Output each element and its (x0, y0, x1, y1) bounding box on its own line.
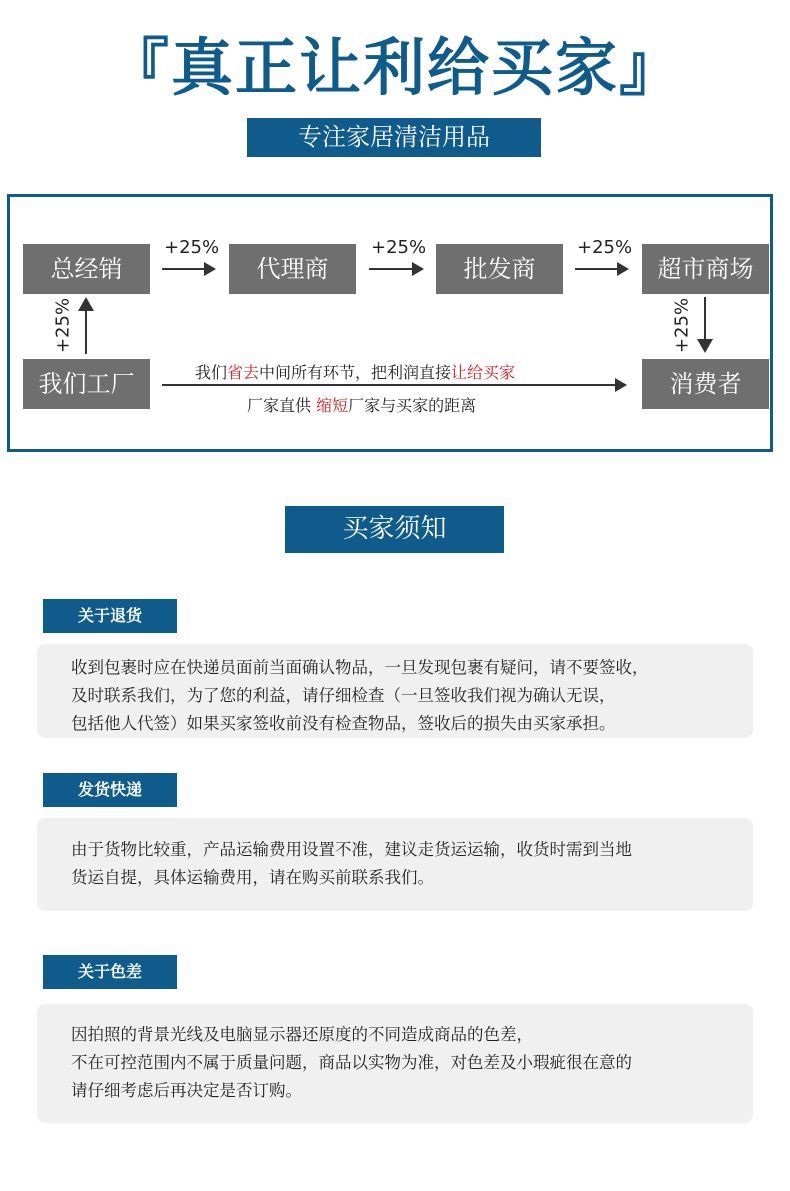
section-box-shipping (37, 818, 753, 911)
markup-label-1: +25% (164, 237, 220, 258)
arrow-up-line (85, 309, 87, 354)
node-wholesaler: 批发商 (436, 244, 563, 294)
node-factory: 我们工厂 (23, 359, 150, 409)
section-text-line: 收到包裹时应在快递员面前当面确认物品，一旦发现包裹有疑问，请不要签收， (71, 658, 649, 677)
msg2-text-a: 厂家直供 (247, 396, 317, 415)
arrow-right-icon (369, 268, 422, 270)
msg1-highlight-a: 省去 (227, 363, 260, 382)
msg2-text-b: 厂家与买家的距离 (348, 396, 477, 415)
markup-label-5: +25% (671, 297, 693, 354)
arrow-down-icon (697, 339, 713, 353)
node-supermarket: 超市商场 (642, 244, 769, 294)
section-tag-shipping: 发货快递 (43, 773, 177, 807)
arrow-right-icon (575, 268, 627, 270)
markup-label-4: +25% (52, 297, 74, 354)
arrow-right-long-icon (162, 384, 625, 386)
distribution-flow-diagram (7, 194, 773, 452)
node-agent: 代理商 (229, 244, 356, 294)
section-text-line: 不在可控范围内不属于质量问题，商品以实物为准，对色差及小瑕疵很在意的 (71, 1053, 632, 1072)
section-text-line: 因拍照的背景光线及电脑显示器还原度的不同造成商品的色差， (71, 1025, 533, 1044)
flow-message-line1 (195, 360, 515, 383)
section-text-line: 及时联系我们，为了您的利益，请仔细检查（一旦签收我们视为确认无误， (71, 686, 616, 705)
notice-title-banner: 买家须知 (285, 506, 504, 553)
section-tag-returns: 关于退货 (43, 599, 177, 633)
arrow-right-icon (162, 268, 214, 270)
page-title: 『真正让利给买家』 (106, 31, 683, 104)
section-text-line: 货运自提，具体运输费用，请在购买前联系我们。 (71, 868, 434, 887)
arrow-down-line (704, 297, 706, 341)
section-box-color-difference (37, 1004, 753, 1123)
section-tag-color-difference: 关于色差 (43, 955, 177, 989)
section-text-line: 请仔细考虑后再决定是否订购。 (71, 1081, 302, 1100)
msg1-highlight-b: 让给买家 (451, 363, 516, 382)
section-text-line: 包括他人代签）如果买家签收前没有检查物品，签收后的损失由买家承担。 (71, 714, 616, 733)
node-distributor: 总经销 (23, 244, 150, 294)
flow-message-line2 (247, 393, 476, 416)
section-text-line: 由于货物比较重，产品运输费用设置不准，建议走货运运输，收货时需到当地 (71, 840, 632, 859)
section-box-returns (37, 644, 753, 738)
markup-label-2: +25% (371, 237, 427, 258)
msg2-highlight: 缩短 (316, 396, 349, 415)
msg1-text-a: 我们 (195, 363, 228, 382)
arrow-up-icon (78, 297, 94, 311)
subtitle-banner: 专注家居清洁用品 (247, 118, 541, 157)
node-consumer: 消费者 (642, 359, 769, 409)
msg1-text-b: 中间所有环节，把利润直接 (259, 363, 452, 382)
markup-label-3: +25% (577, 237, 633, 258)
